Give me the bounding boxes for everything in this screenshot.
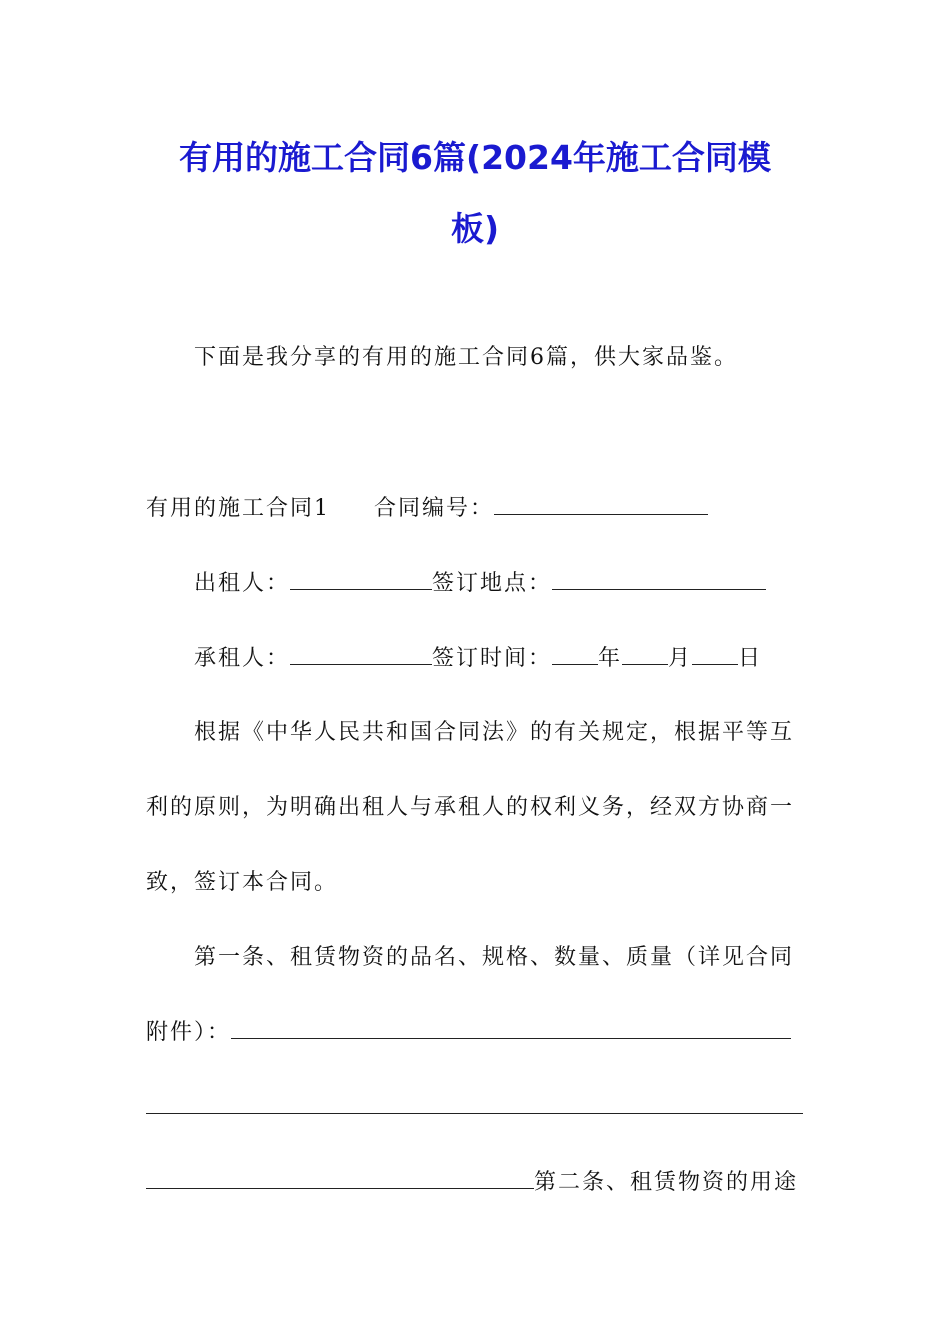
month-blank <box>622 644 668 665</box>
year-blank <box>552 644 598 665</box>
sign-time-label: 签订时间： <box>432 646 553 671</box>
sign-place-blank <box>552 569 766 590</box>
article-1-line-2-row <box>146 1018 791 1048</box>
article-1-blank-2 <box>146 1093 803 1114</box>
lessee-label: 承租人： <box>194 646 291 671</box>
intro-paragraph: 下面是我分享的有用的施工合同6篇，供大家品鉴。 <box>194 345 738 370</box>
lessor-label: 出租人： <box>194 571 291 596</box>
lessor-row <box>194 569 766 599</box>
paragraph-1-line-2: 利的原则，为明确出租人与承租人的权利义务，经双方协商一 <box>146 795 795 820</box>
lessor-blank <box>290 569 432 590</box>
article-1-blank-1 <box>231 1018 791 1039</box>
lessee-blank <box>290 644 432 665</box>
year-label: 年 <box>598 646 623 671</box>
article-2-row <box>146 1168 798 1198</box>
article-1-blank-3 <box>146 1168 534 1189</box>
title-line-1: 有用的施工合同6篇(2024年施工合同模 <box>179 138 771 177</box>
article-1-line-2: 附件）： <box>146 1020 232 1045</box>
paragraph-1-line-1: 根据《中华人民共和国合同法》的有关规定，根据平等互 <box>194 720 795 745</box>
day-label: 日 <box>738 646 763 671</box>
sign-place-label: 签订地点： <box>432 571 553 596</box>
article-2-heading: 第二条、租赁物资的用途 <box>534 1170 799 1195</box>
contract-number-label: 合同编号： <box>374 496 495 521</box>
contract-number-blank <box>494 494 708 515</box>
article-1-line-1: 第一条、租赁物资的品名、规格、数量、质量（详见合同 <box>194 945 795 970</box>
month-label: 月 <box>668 646 693 671</box>
article-1-blank-row <box>146 1093 803 1123</box>
contract-heading: 有用的施工合同1 <box>146 496 330 521</box>
title-line-2: 板) <box>450 209 500 248</box>
contract-heading-row <box>146 494 708 524</box>
day-blank <box>692 644 738 665</box>
paragraph-1-line-3: 致，签订本合同。 <box>146 870 339 895</box>
lessee-row <box>194 644 762 674</box>
